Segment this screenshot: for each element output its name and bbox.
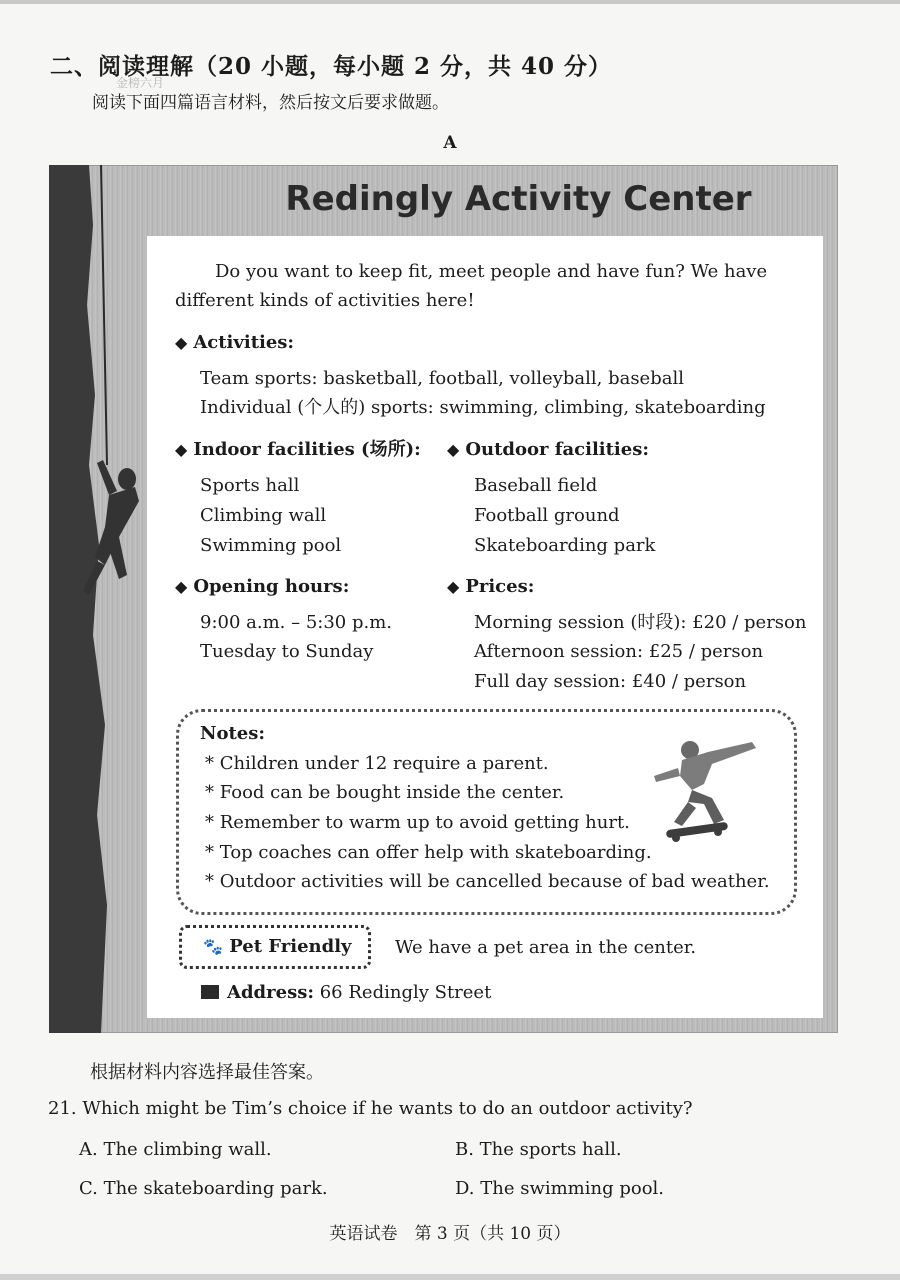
watermark: 金榜六月	[116, 76, 165, 90]
activity-center-poster	[49, 165, 838, 1033]
indoor-item: Swimming pool	[200, 535, 342, 556]
passage-letter: A	[443, 133, 457, 153]
question-instruction: 根据材料内容选择最佳答案。	[90, 1062, 324, 1083]
notes-heading: Notes:	[200, 723, 266, 744]
intro-line-1: Do you want to keep fit, meet people and have fun? We have	[215, 261, 768, 282]
pet-friendly-text: We have a pet area in the center.	[395, 937, 697, 958]
option-d: D. The swimming pool.	[455, 1178, 665, 1199]
address-line: Address: 66 Redingly Street	[201, 983, 491, 1003]
poster-title: Redingly Activity Center	[285, 179, 752, 219]
pet-friendly-badge	[179, 925, 371, 969]
diamond-bullet-icon: ◆	[175, 577, 188, 596]
skater-illustration	[652, 740, 772, 855]
outdoor-item: Skateboarding park	[474, 535, 656, 556]
note-item: * Remember to warm up to avoid getting hurt.	[205, 812, 630, 833]
price-item: Afternoon session: £25 / person	[474, 641, 764, 662]
indoor-item: Climbing wall	[200, 505, 327, 526]
building-icon	[201, 985, 219, 999]
hours-days: Tuesday to Sunday	[200, 641, 374, 662]
diamond-bullet-icon: ◆	[447, 440, 460, 459]
note-item: * Top coaches can offer help with skateboarding.	[205, 842, 652, 863]
option-a: A. The climbing wall.	[79, 1139, 272, 1160]
reading-instruction: 阅读下面四篇语言材料，然后按文后要求做题。	[92, 93, 449, 113]
individual-sports: Individual (个人的) sports: swimming, climbing, skateboarding	[200, 397, 766, 418]
price-item: Full day session: £40 / person	[474, 671, 747, 692]
indoor-heading: ◆ Indoor facilities (场所):	[175, 439, 421, 460]
hours-heading: ◆ Opening hours:	[175, 576, 350, 597]
pet-friendly-label: 🐾 Pet Friendly	[203, 936, 352, 957]
section-title: 二、阅读理解（20 小题，每小题 2 分，共 40 分）	[50, 53, 613, 80]
price-item: Morning session (时段): £20 / person	[474, 612, 807, 633]
team-sports: Team sports: basketball, football, volleyball, baseball	[200, 368, 684, 389]
hours-time: 9:00 a.m. – 5:30 p.m.	[200, 612, 393, 633]
climber-illustration	[49, 165, 159, 1033]
note-item: * Food can be bought inside the center.	[205, 782, 565, 803]
intro-line-2: different kinds of activities here!	[175, 290, 475, 311]
option-b: B. The sports hall.	[455, 1139, 622, 1160]
top-rule	[0, 0, 900, 4]
activities-heading: ◆ Activities:	[175, 332, 295, 353]
indoor-item: Sports hall	[200, 475, 300, 496]
option-c: C. The skateboarding park.	[79, 1178, 328, 1199]
outdoor-item: Football ground	[474, 505, 620, 526]
diamond-bullet-icon: ◆	[175, 440, 188, 459]
question-21-stem: 21. Which might be Tim’s choice if he wants to do an outdoor activity?	[48, 1098, 693, 1119]
outdoor-item: Baseball field	[474, 475, 598, 496]
bottom-rule	[0, 1274, 900, 1280]
paw-icon: 🐾	[203, 937, 223, 956]
prices-heading: ◆ Prices:	[447, 576, 535, 597]
diamond-bullet-icon: ◆	[447, 577, 460, 596]
note-item: * Children under 12 require a parent.	[205, 753, 549, 774]
diamond-bullet-icon: ◆	[175, 333, 188, 352]
page-footer: 英语试卷 第 3 页（共 10 页）	[329, 1224, 571, 1244]
outdoor-heading: ◆ Outdoor facilities:	[447, 439, 650, 460]
note-item: * Outdoor activities will be cancelled because of bad weather.	[205, 871, 770, 892]
